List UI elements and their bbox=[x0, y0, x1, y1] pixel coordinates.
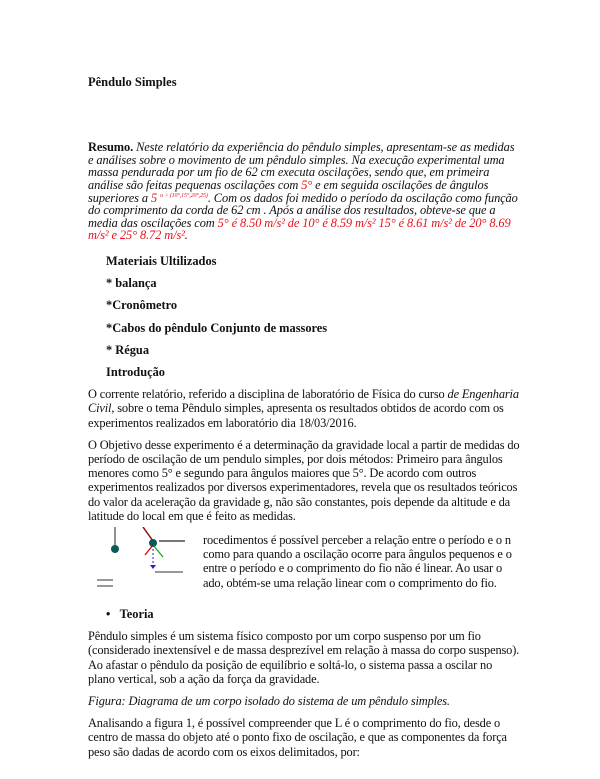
intro-heading: Introdução bbox=[106, 364, 165, 379]
intro-paragraph: O corrente relatório, referido a disciplina de laboratório de Física do curso de Engenharia Civil, sobre o tema Pêndulo simples, apresenta os resultados obtidos de acordo com os experimentos realizados em laboratório dia 18/03/2016. bbox=[88, 387, 519, 430]
theory-heading: • Teoria bbox=[106, 607, 154, 621]
objective-paragraph: O Objetivo desse experimento é a determinação da gravidade local a partir de medidas do período de oscilação de um pendulo simples, por dois métodos: Primeiro para ângulos menores como 5° e segundo para ângulos maiores que 5°. De acordo com outros experimentos realizados por diversos experimentadores, revela que os resultados teóricos do valor da aceleração da gravidade g, não são constantes, pois depende da altitude e da latitude do local em que é feito as medidas. bbox=[88, 437, 520, 523]
abstract-label: Resumo. bbox=[88, 140, 134, 155]
figure-side-text: rocedimentos é possível perceber a relação entre o período e o n como para quando a oscilação ocorre para ângulos pequenos e o entre o período e o comprimento do fio não é linear. Ao usar o ado, obtém-se uma relação linear com o comprimento do fio. bbox=[203, 533, 512, 590]
figure-caption: Figura: Diagrama de um corpo isolado do sistema de um pêndulo simples. bbox=[88, 694, 450, 709]
material-item: * balança bbox=[106, 276, 157, 291]
figure-row bbox=[88, 527, 520, 597]
material-item: * Régua bbox=[106, 342, 150, 357]
pendulum-figure bbox=[95, 527, 200, 597]
abstract: Resumo. Neste relatório da experiência do pêndulo simples, apresentam-se as medidas e análises sobre o movimento de um pêndulo simples. Na execução experimental uma massa pendurada por um fio de 62 cm executa oscilações, sendo que, em primeira análise são feitas pequenas oscilações com 5° e em seguida oscilações de ângulos superiores a 5 $^{o > (10^\circ,15^\circ,20^\circ,25)}$. Com os dados foi medido o período da oscilação como função do comprimento da corda de 62 cm . Após a análise dos resultados, obteve-se que a media das oscilações com 5° é 8.50 m/s² de 10° é 8.59 m/s² 15° é 8.61 m/s² de 20° 8.69 m/s² e 25° 8.72 m/s². bbox=[88, 140, 518, 243]
material-item: *Cabos do pêndulo Conjunto de massores bbox=[106, 320, 328, 335]
theory-paragraph: Pêndulo simples é um sistema físico composto por um corpo suspenso por um fio (considerado inextensível e de massa desprezível em relação à massa do corpo suspenso). Ao afastar o pêndulo da posição de equilíbrio e soltá-lo, o sistema passa a oscilar no plano vertical, sob a ação da força da gravidade. bbox=[88, 629, 520, 686]
material-item: *Cronômetro bbox=[106, 298, 178, 313]
results: 5° é 8.50 m/s² de 10° é 8.59 m/s² 15° é 8.61 m/s² de 20° 8.69 m/s² e 25° 8.72 m/s² bbox=[88, 215, 511, 243]
bullet: • bbox=[106, 607, 120, 621]
materials-heading: Materiais Ultilizados bbox=[106, 253, 217, 268]
page-title: Pêndulo Simples bbox=[88, 75, 177, 89]
analysis-paragraph: Analisando a figura 1, é possível compreender que L é o comprimento do fio, desde o centro de massa do objeto até o ponto fixo de oscilação, e que as componentes da força peso são dadas de acordo com os eixos delimitados, por: bbox=[88, 716, 507, 759]
